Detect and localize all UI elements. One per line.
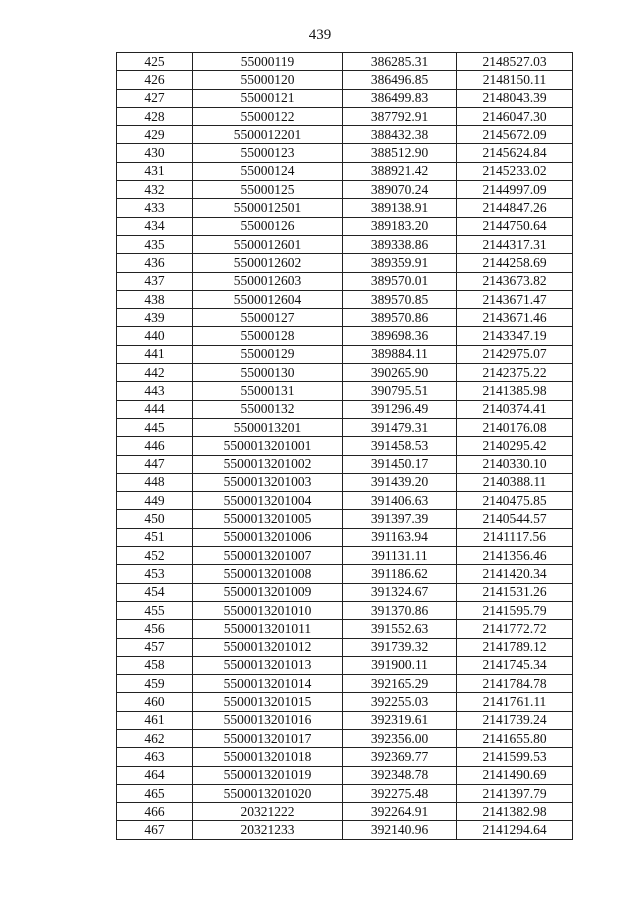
x-coordinate-cell: 391186.62 — [343, 565, 457, 583]
table-row — [117, 437, 573, 455]
point-id-cell: 5500013201014 — [193, 675, 343, 693]
row-number-cell: 431 — [117, 162, 193, 180]
x-coordinate-cell: 389570.01 — [343, 272, 457, 290]
point-id-cell: 5500013201017 — [193, 729, 343, 747]
table-row — [117, 144, 573, 162]
x-coordinate-cell: 392140.96 — [343, 821, 457, 839]
y-coordinate-cell: 2141761.11 — [457, 693, 573, 711]
y-coordinate-cell: 2142375.22 — [457, 364, 573, 382]
table-row — [117, 547, 573, 565]
table-body — [117, 53, 573, 840]
table-row — [117, 656, 573, 674]
point-id-cell: 55000121 — [193, 89, 343, 107]
point-id-cell: 55000120 — [193, 71, 343, 89]
row-number-cell: 466 — [117, 803, 193, 821]
y-coordinate-cell: 2140295.42 — [457, 437, 573, 455]
table-row — [117, 601, 573, 619]
point-id-cell: 5500013201009 — [193, 583, 343, 601]
x-coordinate-cell: 389183.20 — [343, 217, 457, 235]
y-coordinate-cell: 2141595.79 — [457, 601, 573, 619]
point-id-cell: 5500013201012 — [193, 638, 343, 656]
y-coordinate-cell: 2140475.85 — [457, 492, 573, 510]
x-coordinate-cell: 391406.63 — [343, 492, 457, 510]
y-coordinate-cell: 2144847.26 — [457, 199, 573, 217]
y-coordinate-cell: 2144317.31 — [457, 235, 573, 253]
y-coordinate-cell: 2140388.11 — [457, 473, 573, 491]
row-number-cell: 459 — [117, 675, 193, 693]
table-row — [117, 53, 573, 71]
table-row — [117, 510, 573, 528]
row-number-cell: 430 — [117, 144, 193, 162]
point-id-cell: 55000128 — [193, 327, 343, 345]
row-number-cell: 445 — [117, 418, 193, 436]
point-id-cell: 55000129 — [193, 345, 343, 363]
x-coordinate-cell: 391439.20 — [343, 473, 457, 491]
row-number-cell: 434 — [117, 217, 193, 235]
row-number-cell: 439 — [117, 309, 193, 327]
table-row — [117, 345, 573, 363]
x-coordinate-cell: 386285.31 — [343, 53, 457, 71]
point-id-cell: 55000125 — [193, 181, 343, 199]
y-coordinate-cell: 2141772.72 — [457, 620, 573, 638]
table-row — [117, 71, 573, 89]
y-coordinate-cell: 2141397.79 — [457, 784, 573, 802]
table-row — [117, 181, 573, 199]
point-id-cell: 55000122 — [193, 107, 343, 125]
point-id-cell: 5500013201005 — [193, 510, 343, 528]
point-id-cell: 5500013201011 — [193, 620, 343, 638]
row-number-cell: 442 — [117, 364, 193, 382]
table-row — [117, 638, 573, 656]
row-number-cell: 433 — [117, 199, 193, 217]
row-number-cell: 455 — [117, 601, 193, 619]
point-id-cell: 55000119 — [193, 53, 343, 71]
x-coordinate-cell: 389884.11 — [343, 345, 457, 363]
x-coordinate-cell: 391131.11 — [343, 547, 457, 565]
table-row — [117, 364, 573, 382]
y-coordinate-cell: 2145672.09 — [457, 126, 573, 144]
row-number-cell: 427 — [117, 89, 193, 107]
y-coordinate-cell: 2141531.26 — [457, 583, 573, 601]
point-id-cell: 55000126 — [193, 217, 343, 235]
row-number-cell: 426 — [117, 71, 193, 89]
point-id-cell: 55000130 — [193, 364, 343, 382]
x-coordinate-cell: 387792.91 — [343, 107, 457, 125]
y-coordinate-cell: 2143671.47 — [457, 290, 573, 308]
row-number-cell: 425 — [117, 53, 193, 71]
y-coordinate-cell: 2144258.69 — [457, 254, 573, 272]
row-number-cell: 429 — [117, 126, 193, 144]
x-coordinate-cell: 390265.90 — [343, 364, 457, 382]
row-number-cell: 436 — [117, 254, 193, 272]
x-coordinate-cell: 389138.91 — [343, 199, 457, 217]
point-id-cell: 5500013201016 — [193, 711, 343, 729]
x-coordinate-cell: 386496.85 — [343, 71, 457, 89]
y-coordinate-cell: 2148043.39 — [457, 89, 573, 107]
x-coordinate-cell: 388432.38 — [343, 126, 457, 144]
y-coordinate-cell: 2145233.02 — [457, 162, 573, 180]
row-number-cell: 460 — [117, 693, 193, 711]
y-coordinate-cell: 2144750.64 — [457, 217, 573, 235]
row-number-cell: 435 — [117, 235, 193, 253]
point-id-cell: 5500012602 — [193, 254, 343, 272]
y-coordinate-cell: 2141294.64 — [457, 821, 573, 839]
x-coordinate-cell: 392319.61 — [343, 711, 457, 729]
row-number-cell: 444 — [117, 400, 193, 418]
row-number-cell: 447 — [117, 455, 193, 473]
y-coordinate-cell: 2142975.07 — [457, 345, 573, 363]
x-coordinate-cell: 392275.48 — [343, 784, 457, 802]
point-id-cell: 5500013201020 — [193, 784, 343, 802]
point-id-cell: 5500013201013 — [193, 656, 343, 674]
table-row — [117, 748, 573, 766]
x-coordinate-cell: 392348.78 — [343, 766, 457, 784]
row-number-cell: 464 — [117, 766, 193, 784]
table-row — [117, 327, 573, 345]
x-coordinate-cell: 389070.24 — [343, 181, 457, 199]
table-row — [117, 803, 573, 821]
x-coordinate-cell: 391552.63 — [343, 620, 457, 638]
x-coordinate-cell: 391296.49 — [343, 400, 457, 418]
y-coordinate-cell: 2143347.19 — [457, 327, 573, 345]
row-number-cell: 467 — [117, 821, 193, 839]
x-coordinate-cell: 386499.83 — [343, 89, 457, 107]
x-coordinate-cell: 389338.86 — [343, 235, 457, 253]
y-coordinate-cell: 2140330.10 — [457, 455, 573, 473]
row-number-cell: 450 — [117, 510, 193, 528]
table-row — [117, 418, 573, 436]
x-coordinate-cell: 392165.29 — [343, 675, 457, 693]
point-id-cell: 5500012501 — [193, 199, 343, 217]
x-coordinate-cell: 391458.53 — [343, 437, 457, 455]
table-row — [117, 620, 573, 638]
row-number-cell: 465 — [117, 784, 193, 802]
x-coordinate-cell: 388921.42 — [343, 162, 457, 180]
y-coordinate-cell: 2145624.84 — [457, 144, 573, 162]
row-number-cell: 441 — [117, 345, 193, 363]
x-coordinate-cell: 391479.31 — [343, 418, 457, 436]
table-row — [117, 107, 573, 125]
row-number-cell: 451 — [117, 528, 193, 546]
y-coordinate-cell: 2141385.98 — [457, 382, 573, 400]
table-row — [117, 455, 573, 473]
row-number-cell: 443 — [117, 382, 193, 400]
table-row — [117, 309, 573, 327]
row-number-cell: 452 — [117, 547, 193, 565]
y-coordinate-cell: 2143673.82 — [457, 272, 573, 290]
row-number-cell: 462 — [117, 729, 193, 747]
table-row — [117, 766, 573, 784]
table-row — [117, 565, 573, 583]
table-row — [117, 821, 573, 839]
table-row — [117, 199, 573, 217]
point-id-cell: 20321222 — [193, 803, 343, 821]
x-coordinate-cell: 392369.77 — [343, 748, 457, 766]
point-id-cell: 5500012603 — [193, 272, 343, 290]
x-coordinate-cell: 391397.39 — [343, 510, 457, 528]
point-id-cell: 5500013201001 — [193, 437, 343, 455]
point-id-cell: 5500013201019 — [193, 766, 343, 784]
x-coordinate-cell: 389359.91 — [343, 254, 457, 272]
table-row — [117, 254, 573, 272]
point-id-cell: 55000123 — [193, 144, 343, 162]
y-coordinate-cell: 2141117.56 — [457, 528, 573, 546]
table-row — [117, 675, 573, 693]
x-coordinate-cell: 392264.91 — [343, 803, 457, 821]
table-row — [117, 290, 573, 308]
page-number: 439 — [308, 27, 332, 43]
row-number-cell: 438 — [117, 290, 193, 308]
y-coordinate-cell: 2141789.12 — [457, 638, 573, 656]
point-id-cell: 5500013201008 — [193, 565, 343, 583]
row-number-cell: 456 — [117, 620, 193, 638]
row-number-cell: 437 — [117, 272, 193, 290]
point-id-cell: 5500013201010 — [193, 601, 343, 619]
table-row — [117, 400, 573, 418]
table-row — [117, 217, 573, 235]
y-coordinate-cell: 2148527.03 — [457, 53, 573, 71]
row-number-cell: 461 — [117, 711, 193, 729]
table-row — [117, 729, 573, 747]
x-coordinate-cell: 389570.85 — [343, 290, 457, 308]
y-coordinate-cell: 2141490.69 — [457, 766, 573, 784]
row-number-cell: 449 — [117, 492, 193, 510]
row-number-cell: 440 — [117, 327, 193, 345]
table-row — [117, 89, 573, 107]
y-coordinate-cell: 2140544.57 — [457, 510, 573, 528]
y-coordinate-cell: 2148150.11 — [457, 71, 573, 89]
point-id-cell: 5500013201 — [193, 418, 343, 436]
y-coordinate-cell: 2141420.34 — [457, 565, 573, 583]
table-row — [117, 492, 573, 510]
row-number-cell: 463 — [117, 748, 193, 766]
x-coordinate-cell: 391900.11 — [343, 656, 457, 674]
y-coordinate-cell: 2144997.09 — [457, 181, 573, 199]
row-number-cell: 453 — [117, 565, 193, 583]
point-id-cell: 5500013201004 — [193, 492, 343, 510]
row-number-cell: 454 — [117, 583, 193, 601]
point-id-cell: 55000132 — [193, 400, 343, 418]
row-number-cell: 458 — [117, 656, 193, 674]
table-row — [117, 784, 573, 802]
y-coordinate-cell: 2141745.34 — [457, 656, 573, 674]
y-coordinate-cell: 2140374.41 — [457, 400, 573, 418]
x-coordinate-cell: 389698.36 — [343, 327, 457, 345]
x-coordinate-cell: 391739.32 — [343, 638, 457, 656]
x-coordinate-cell: 391450.17 — [343, 455, 457, 473]
point-id-cell: 5500013201006 — [193, 528, 343, 546]
row-number-cell: 446 — [117, 437, 193, 455]
y-coordinate-cell: 2146047.30 — [457, 107, 573, 125]
x-coordinate-cell: 388512.90 — [343, 144, 457, 162]
y-coordinate-cell: 2143671.46 — [457, 309, 573, 327]
point-id-cell: 55000131 — [193, 382, 343, 400]
x-coordinate-cell: 392255.03 — [343, 693, 457, 711]
table-row — [117, 473, 573, 491]
y-coordinate-cell: 2141356.46 — [457, 547, 573, 565]
point-id-cell: 55000127 — [193, 309, 343, 327]
y-coordinate-cell: 2141599.53 — [457, 748, 573, 766]
table-row — [117, 382, 573, 400]
point-id-cell: 5500013201007 — [193, 547, 343, 565]
row-number-cell: 432 — [117, 181, 193, 199]
row-number-cell: 448 — [117, 473, 193, 491]
y-coordinate-cell: 2141784.78 — [457, 675, 573, 693]
table-row — [117, 528, 573, 546]
point-id-cell: 5500012604 — [193, 290, 343, 308]
point-id-cell: 5500013201002 — [193, 455, 343, 473]
y-coordinate-cell: 2141655.80 — [457, 729, 573, 747]
point-id-cell: 5500013201018 — [193, 748, 343, 766]
point-id-cell: 55000124 — [193, 162, 343, 180]
x-coordinate-cell: 392356.00 — [343, 729, 457, 747]
table-row — [117, 162, 573, 180]
x-coordinate-cell: 389570.86 — [343, 309, 457, 327]
coordinates-table — [116, 52, 573, 840]
point-id-cell: 5500012601 — [193, 235, 343, 253]
x-coordinate-cell: 391163.94 — [343, 528, 457, 546]
row-number-cell: 457 — [117, 638, 193, 656]
table-row — [117, 235, 573, 253]
row-number-cell: 428 — [117, 107, 193, 125]
x-coordinate-cell: 391324.67 — [343, 583, 457, 601]
point-id-cell: 5500013201003 — [193, 473, 343, 491]
y-coordinate-cell: 2141382.98 — [457, 803, 573, 821]
point-id-cell: 20321233 — [193, 821, 343, 839]
table-row — [117, 583, 573, 601]
table-row — [117, 126, 573, 144]
table-row — [117, 711, 573, 729]
point-id-cell: 5500013201015 — [193, 693, 343, 711]
table-row — [117, 693, 573, 711]
x-coordinate-cell: 390795.51 — [343, 382, 457, 400]
table-row — [117, 272, 573, 290]
x-coordinate-cell: 391370.86 — [343, 601, 457, 619]
y-coordinate-cell: 2141739.24 — [457, 711, 573, 729]
point-id-cell: 5500012201 — [193, 126, 343, 144]
y-coordinate-cell: 2140176.08 — [457, 418, 573, 436]
